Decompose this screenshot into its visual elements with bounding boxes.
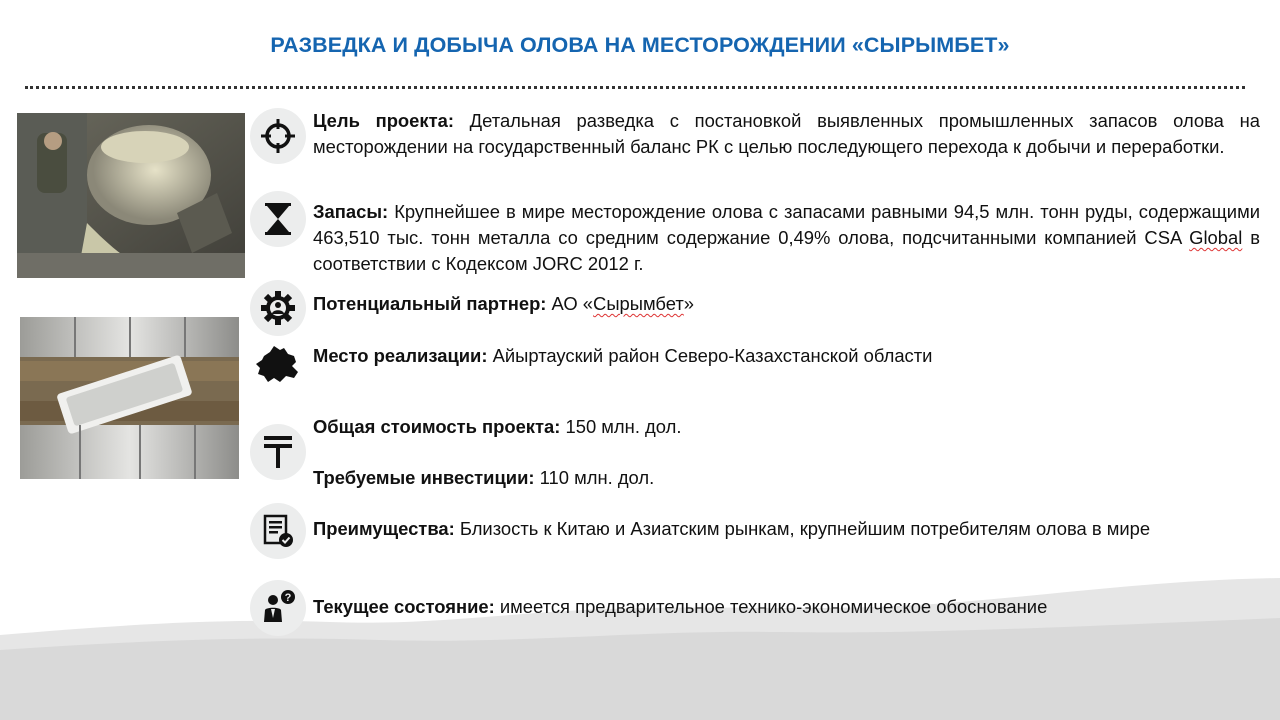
- partner: [313, 291, 1260, 317]
- project-goal-text: Детальная разведка с постановкой выявленных промышленных запасов олова на месторождении на государственный баланс РК с целью последующего перехода к добычи и переработки.: [313, 110, 1260, 157]
- project-goal: [313, 108, 1260, 160]
- required-investment: [313, 465, 1260, 491]
- current-status: [313, 594, 1260, 620]
- partner-label: Потенциальный партнер:: [313, 293, 547, 314]
- location-label: Место реализации:: [313, 345, 488, 366]
- partner-text-end: »: [683, 293, 695, 314]
- total-cost-text: 150 млн. дол.: [560, 416, 682, 437]
- gear-person-icon: [250, 280, 306, 336]
- advantages-label: Преимущества:: [313, 518, 455, 539]
- region-map-icon: [250, 336, 306, 392]
- advantages: [313, 516, 1260, 542]
- location-text: Айыртауский район Северо-Казахстанской области: [487, 345, 933, 366]
- total-cost: [313, 414, 1260, 440]
- photo-molten-tin: [17, 113, 245, 278]
- reserves-label: Запасы:: [313, 201, 389, 222]
- required-investment-label: Требуемые инвестиции:: [313, 467, 535, 488]
- photo-tin-ingots: [20, 317, 239, 479]
- required-investment-text: 110 млн. дол.: [534, 467, 655, 488]
- background-wave: [0, 570, 1280, 720]
- partner-text: АО «: [546, 293, 594, 314]
- current-status-label: Текущее состояние:: [313, 596, 495, 617]
- location: [313, 343, 1260, 369]
- current-status-text: имеется предварительное технико-экономическое обоснование: [494, 596, 1048, 617]
- slide-title: РАЗВЕДКА И ДОБЫЧА ОЛОВА НА МЕСТОРОЖДЕНИИ «СЫРЫМБЕТ»: [270, 33, 1010, 57]
- advantages-text: Близость к Китаю и Азиатским рынкам, крупнейшим потребителям олова в мире: [454, 518, 1151, 539]
- reserves-text-end: в соответствии с Кодексом JORC 2012 г.: [313, 227, 1260, 274]
- project-goal-label: Цель проекта:: [313, 110, 454, 131]
- person-question-icon: [250, 580, 306, 636]
- dotted-divider: [25, 86, 1245, 89]
- target-icon: [250, 108, 306, 164]
- svg-text:?: ?: [284, 592, 292, 604]
- reserves-text-global: Global: [1189, 227, 1243, 248]
- reserves-text: Крупнейшее в мире месторождение олова с запасами равными 94,5 млн. тонн руды, содержащими 463,510 тыс. тонн металла со средним содержание 0,49% олова, подсчитанными компанией CSA: [313, 201, 1260, 248]
- reserves: [313, 199, 1260, 277]
- document-check-icon: [250, 503, 306, 559]
- hourglass-icon: [250, 191, 306, 247]
- partner-name: Сырымбет: [593, 293, 684, 314]
- tenge-icon: [250, 424, 306, 480]
- total-cost-label: Общая стоимость проекта:: [313, 416, 561, 437]
